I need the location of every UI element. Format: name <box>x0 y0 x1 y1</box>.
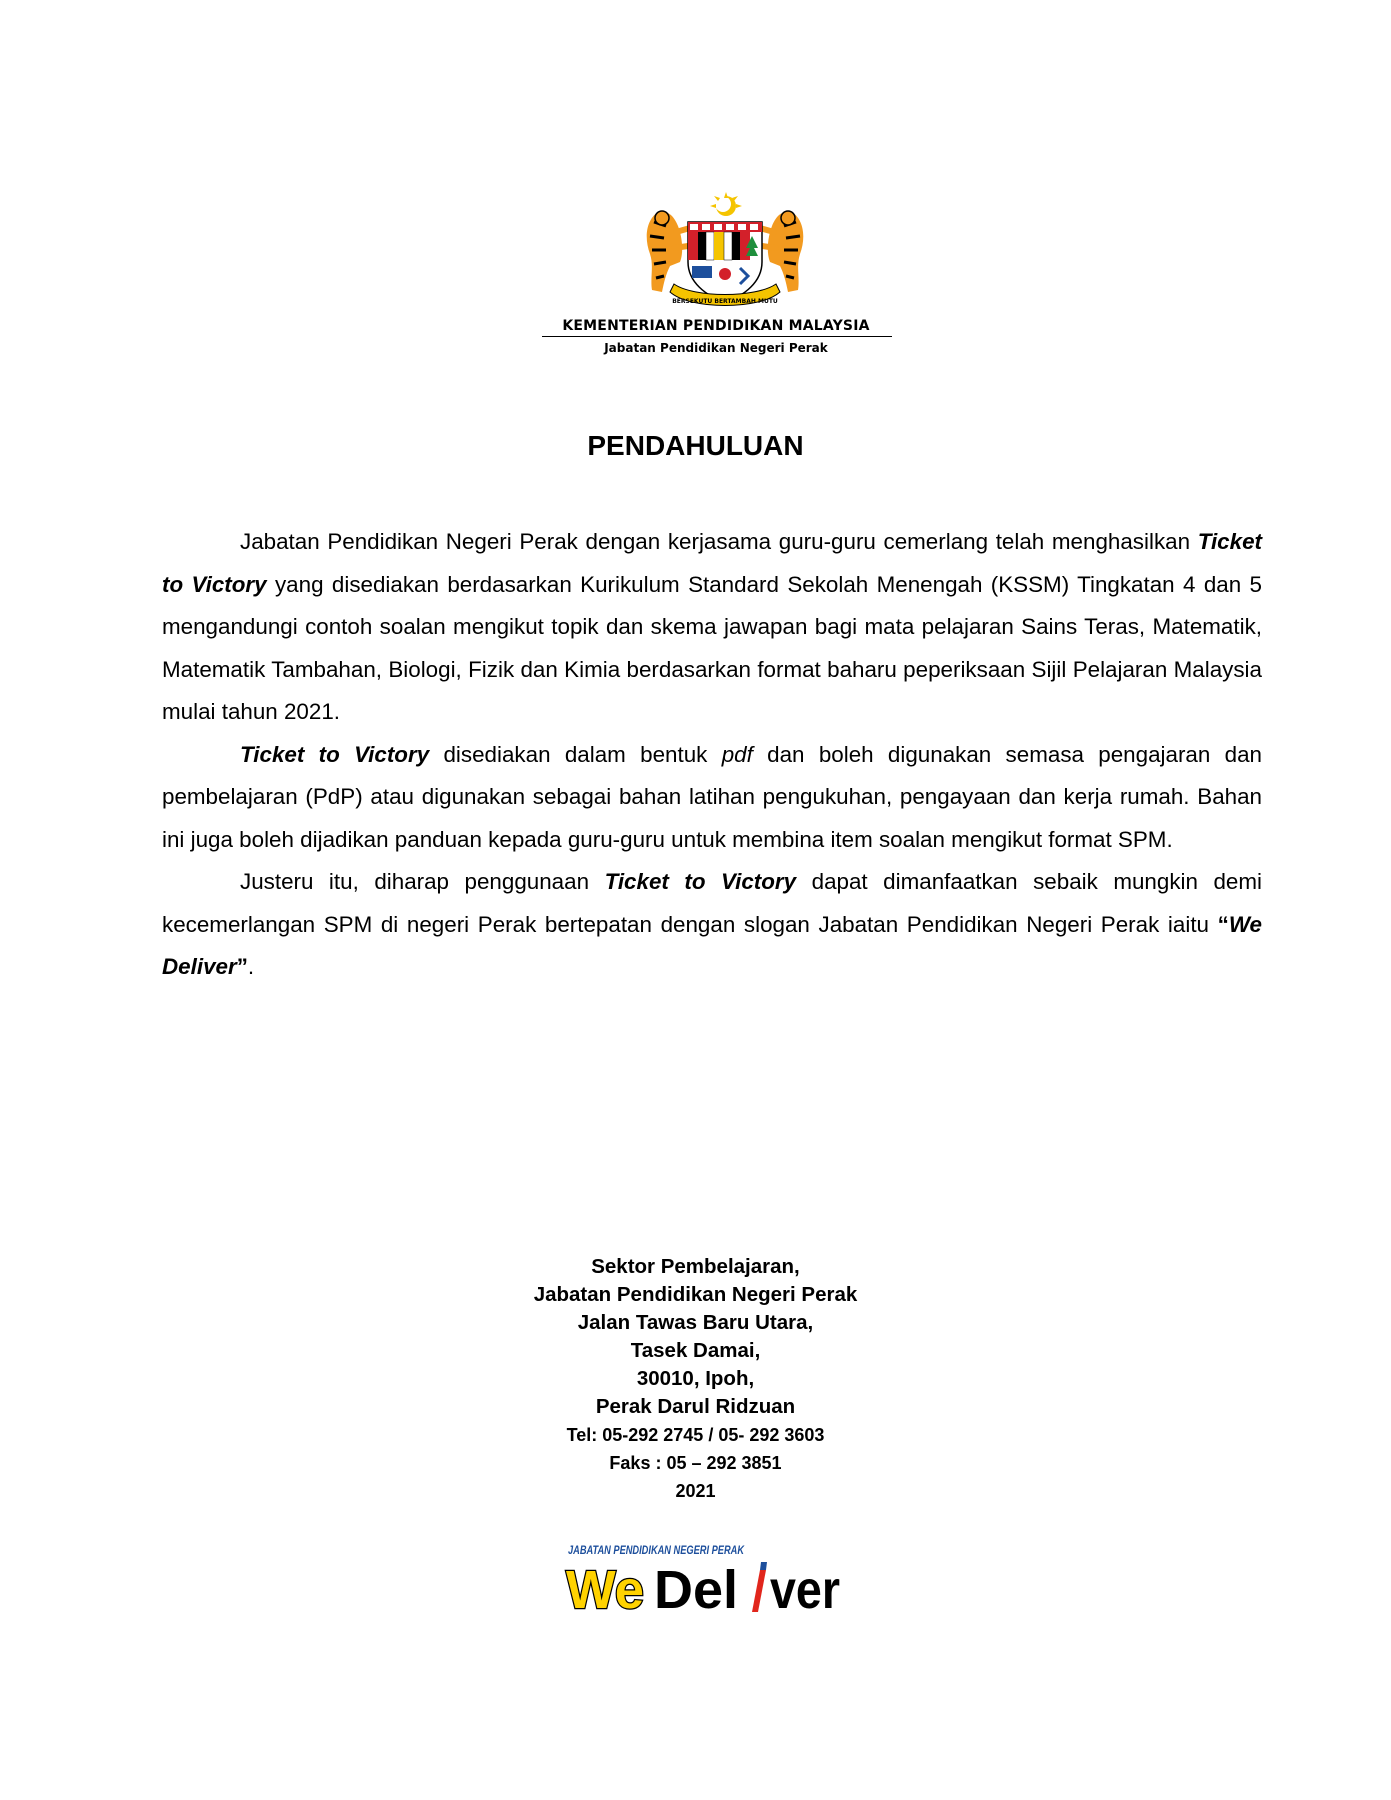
quote-close: ” <box>236 954 248 979</box>
footer-line-area: Tasek Damai, <box>630 1339 761 1362</box>
shield-icon <box>688 222 762 302</box>
pen-icon <box>752 1562 767 1612</box>
right-tiger-icon <box>760 211 803 292</box>
p3-text-cont: dapat dimanfaatkan sebaik mungkin demi kecemerlangan SPM di negeri Perak bertepatan dengan slogan Jabatan Pendidikan Negeri Perak iaitu <box>162 869 1263 937</box>
footer-telephone: Tel: 05-292 2745 / 05- 292 3603 <box>566 1425 825 1445</box>
footer-line-sector: Sektor Pembelajaran, <box>591 1255 800 1278</box>
department-name: Jabatan Pendidikan Negeri Perak <box>604 341 828 355</box>
product-name: Ticket to Victory <box>604 869 797 894</box>
footer-address <box>0 1253 1391 1505</box>
product-name: Ticket to Victory <box>240 741 430 767</box>
pdf-term: pdf <box>721 741 753 767</box>
footer-year: 2021 <box>675 1481 716 1501</box>
letterhead-divider <box>542 336 892 337</box>
quote-open: “ <box>1217 911 1229 937</box>
p2-text: disediakan dalam bentuk <box>429 741 722 767</box>
slogan: We Deliver <box>162 911 1262 979</box>
footer-line-department: Jabatan Pendidikan Negeri Perak <box>533 1283 858 1306</box>
p2-text-cont: dan boleh digunakan semasa pengajaran dan pembelajaran (PdP) atau digunakan sebagai bahan latihan pengukuhan, pengayaan dan kerja rumah. Bahan ini juga boleh dijadikan panduan kepada guru-guru untuk membina item soalan mengikut format SPM. <box>162 741 1262 852</box>
ministry-name: KEMENTERIAN PENDIDIKAN MALAYSIA <box>562 318 870 334</box>
logo-ver: ver <box>770 1560 840 1616</box>
paragraph-2 <box>162 734 1262 862</box>
we-deliver-logo <box>564 1542 844 1616</box>
product-name: Ticket to Victory <box>162 529 1262 597</box>
svg-text:BERSEKUTU BERTAMBAH MUTU: BERSEKUTU BERTAMBAH MUTU <box>672 298 778 305</box>
p3-text: Justeru itu, diharap penggunaan <box>240 869 605 894</box>
coat-of-arms-logo <box>640 192 810 326</box>
page-title: PENDAHULUAN <box>587 430 804 461</box>
left-tiger-icon <box>647 211 690 292</box>
footer-line-state: Perak Darul Ridzuan <box>595 1395 796 1418</box>
p1-text: Jabatan Pendidikan Negeri Perak dengan kerjasama guru-guru cemerlang telah menghasilkan <box>240 529 1198 554</box>
logo-we: We <box>566 1560 644 1616</box>
footer-fax: Faks : 05 – 292 3851 <box>609 1453 782 1473</box>
logo-top-text: JABATAN PENDIDIKAN NEGERI PERAK <box>568 1545 745 1557</box>
crescent-star-icon <box>710 192 742 216</box>
p3-end: . <box>247 954 255 979</box>
paragraph-1 <box>162 521 1262 734</box>
footer-line-postcode: 30010, Ipoh, <box>636 1367 755 1390</box>
footer-line-street: Jalan Tawas Baru Utara, <box>577 1311 814 1334</box>
introduction-body <box>162 521 1262 989</box>
p1-text-cont: yang disediakan berdasarkan Kurikulum Standard Sekolah Menengah (KSSM) Tingkatan 4 dan 5 mengandungi contoh soalan mengikut topik dan skema jawapan bagi mata pelajaran Sains Teras, Matematik, Matematik Tambahan, Biologi, Fizik dan Kimia berdasarkan format baharu peperiksaan Sijil Pelajaran Malaysia mulai tahun 2021. <box>162 571 1263 724</box>
logo-del: Del <box>654 1560 738 1616</box>
paragraph-3 <box>162 861 1262 989</box>
